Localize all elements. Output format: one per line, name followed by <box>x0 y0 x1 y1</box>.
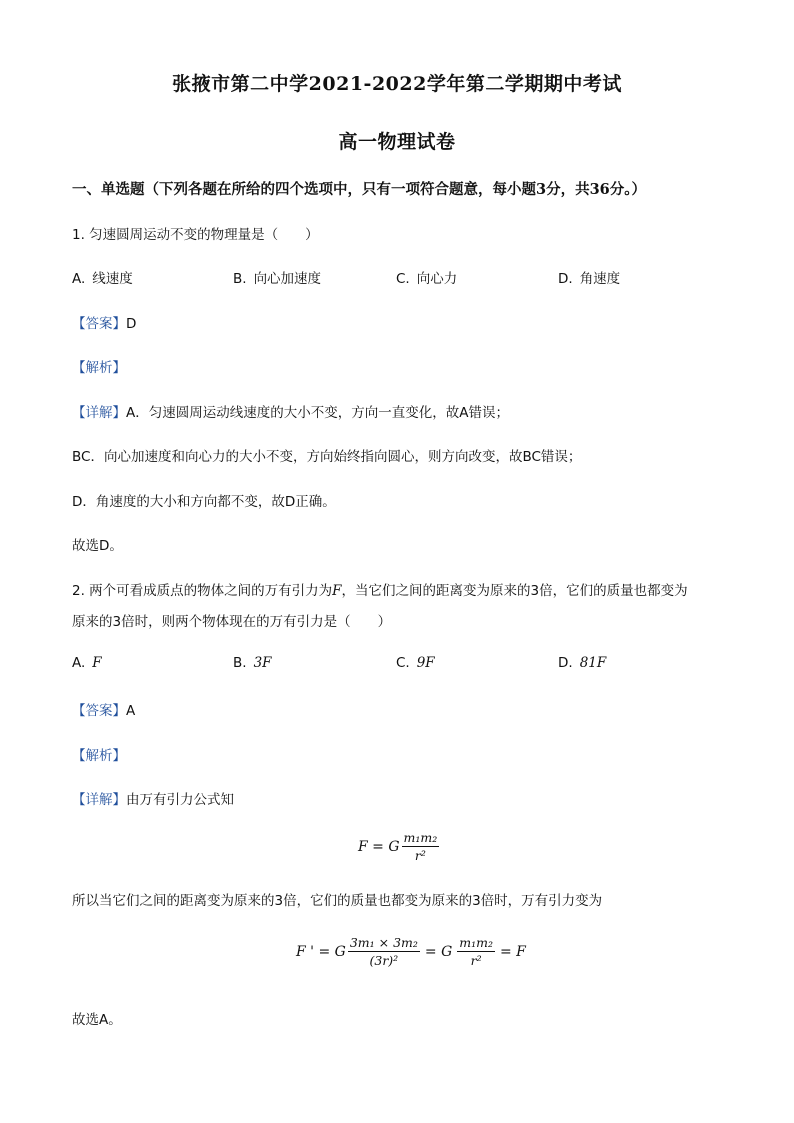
option-text: 向心力 <box>416 271 458 287</box>
q2-option-d <box>558 655 606 671</box>
detail-text: 由万有引力公式知 <box>126 792 234 808</box>
detail-tag: 【详解】 <box>72 405 126 421</box>
option-key: A. <box>72 655 86 671</box>
fraction-numerator: m₁m₂ <box>403 830 438 845</box>
q2-analysis <box>72 744 126 764</box>
option-text: 线速度 <box>92 271 133 287</box>
q1-stem: 1. 匀速圆周运动不变的物理量是（ ） <box>72 227 319 243</box>
option-key: C. <box>396 655 410 671</box>
q2-option-c <box>396 655 435 671</box>
option-key: A. <box>72 271 86 287</box>
analysis-tag: 【解析】 <box>72 360 126 376</box>
formula-fraction-2 <box>457 935 495 968</box>
formula-rhs: = F <box>500 943 526 960</box>
stem-variable: F <box>332 583 342 599</box>
q2-detail-line-1 <box>72 788 234 808</box>
analysis-tag: 【解析】 <box>72 748 126 764</box>
q1-option-b <box>233 267 321 287</box>
detail-tag: 【详解】 <box>72 792 126 808</box>
formula-fraction <box>402 830 440 863</box>
gravitation-formula <box>358 830 441 863</box>
fraction-numerator: m₁m₂ <box>459 935 493 950</box>
formula-lhs: F ' = G <box>296 943 346 960</box>
option-text: 向心加速度 <box>253 271 322 287</box>
section-heading: 一、单选题（下列各题在所给的四个选项中，只有一项符合题意，每小题3分，共36分。） <box>72 181 647 198</box>
option-text: 9F <box>416 655 435 671</box>
answer-tag: 【答案】 <box>72 316 126 332</box>
q1-option-c <box>396 267 457 287</box>
fraction-denominator: r² <box>414 848 426 863</box>
q2-detail-line-2: 所以当它们之间的距离变为原来的3倍，它们的质量也都变为原来的3倍时，万有引力变为 <box>72 893 603 909</box>
stem-text: ，当它们之间的距离变为原来的3倍，它们的质量也都变为 <box>341 583 688 599</box>
option-text: 角速度 <box>579 271 621 287</box>
q2-answer <box>72 699 135 719</box>
fraction-denominator: (3r)² <box>369 953 399 968</box>
formula-fraction-1 <box>348 935 420 968</box>
formula-middle: = G <box>424 943 453 960</box>
q1-option-a <box>72 267 133 287</box>
answer-tag: 【答案】 <box>72 703 126 719</box>
option-key: D. <box>558 655 573 671</box>
option-key: B. <box>233 271 247 287</box>
q1-option-d <box>558 267 620 287</box>
option-text: F <box>92 655 102 671</box>
q1-detail-line-1 <box>72 401 509 421</box>
exam-subtitle: 高一物理试卷 <box>338 131 456 153</box>
q2-stem-line-2: 原来的3倍时，则两个物体现在的万有引力是（ ） <box>72 614 392 630</box>
detail-text: A．匀速圆周运动线速度的大小不变，方向一直变化，故A错误； <box>126 405 509 421</box>
option-text: 3F <box>253 655 272 671</box>
stem-text: 2. 两个可看成质点的物体之间的万有引力为 <box>72 583 333 599</box>
q2-stem-line-1 <box>72 579 688 599</box>
option-key: B. <box>233 655 247 671</box>
option-text: 81F <box>579 655 607 671</box>
fraction-numerator: 3m₁ × 3m₂ <box>349 935 418 950</box>
q2-option-b <box>233 655 272 671</box>
q1-answer <box>72 312 136 332</box>
option-key: D. <box>558 271 573 287</box>
q1-detail-line-2: BC．向心加速度和向心力的大小不变，方向始终指向圆心，则方向改变，故BC错误； <box>72 449 582 465</box>
answer-value: A <box>126 703 136 719</box>
modified-gravitation-formula <box>296 935 526 968</box>
q2-conclusion: 故选A。 <box>72 1012 122 1028</box>
exam-title: 张掖市第二中学2021-2022学年第二学期期中考试 <box>172 73 622 95</box>
answer-value: D <box>126 316 137 332</box>
formula-lhs: F = G <box>358 838 400 855</box>
q1-detail-line-3: D．角速度的大小和方向都不变，故D正确。 <box>72 494 336 510</box>
q1-conclusion: 故选D。 <box>72 538 123 554</box>
option-key: C. <box>396 271 410 287</box>
fraction-denominator: r² <box>470 953 482 968</box>
q2-option-a <box>72 655 102 671</box>
q1-analysis <box>72 356 126 376</box>
